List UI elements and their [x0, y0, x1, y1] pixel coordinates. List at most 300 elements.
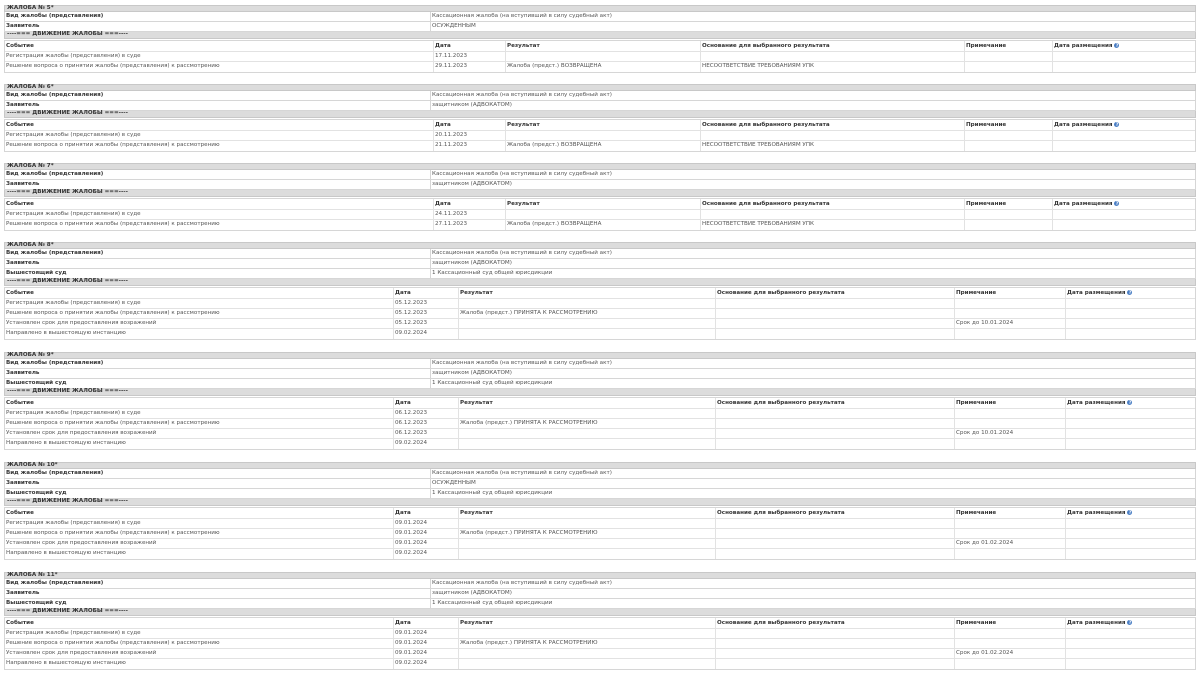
col-note-label: Примечание — [956, 510, 997, 516]
movement-header: ----=== ДВИЖЕНИЕ ЖАЛОБЫ ===---- — [4, 32, 1196, 39]
applicant-value: ОСУЖДЕННЫМ — [430, 22, 1195, 31]
col-posted-header — [1053, 199, 1195, 209]
col-event-label: Событие — [6, 400, 34, 406]
cell-result — [459, 409, 716, 418]
table-row — [5, 429, 1195, 439]
cell-event: Регистрация жалобы (представления) в суде — [5, 409, 394, 418]
events-table — [4, 287, 1196, 340]
col-posted-label: Дата размещения — [1067, 290, 1126, 296]
cell-result — [459, 659, 716, 669]
cell-basis — [716, 329, 955, 339]
cell-date: 09.02.2024 — [394, 549, 459, 559]
higher-court-row — [4, 489, 1196, 499]
cell-note — [955, 529, 1066, 538]
cell-basis — [716, 539, 955, 548]
cell-basis — [716, 519, 955, 528]
complaint-type-row — [4, 91, 1196, 101]
cell-basis — [716, 309, 955, 318]
cell-note — [965, 52, 1053, 61]
col-result-header — [506, 120, 701, 130]
col-event-header — [5, 508, 394, 518]
complaint-title: ЖАЛОБА № 6* — [4, 84, 1196, 91]
events-table — [4, 119, 1196, 152]
cell-note: Срок до 01.02.2024 — [955, 539, 1066, 548]
cell-basis — [716, 319, 955, 328]
higher-court-value: 1 Кассационный суд общей юрисдикции — [430, 599, 1195, 608]
col-event-header — [5, 120, 434, 130]
cell-basis — [716, 439, 955, 449]
cell-event: Направлено в вышестоящую инстанцию — [5, 549, 394, 559]
applicant-value: защитником (АДВОКАТОМ) — [430, 101, 1195, 110]
cell-result — [459, 319, 716, 328]
cell-result — [459, 439, 716, 449]
col-basis-label: Основание для выбранного результата — [717, 400, 845, 406]
table-row — [5, 220, 1195, 230]
col-event-label: Событие — [6, 43, 34, 49]
col-basis-header — [716, 398, 955, 408]
movement-header: ----=== ДВИЖЕНИЕ ЖАЛОБЫ ===---- — [4, 190, 1196, 197]
cell-note — [955, 409, 1066, 418]
cell-posted — [1053, 141, 1195, 151]
col-note-header — [965, 120, 1053, 130]
col-posted-header — [1066, 618, 1195, 628]
help-icon[interactable]: ? — [1115, 122, 1119, 127]
cell-result: Жалоба (предст.) ВОЗВРАЩЕНА — [506, 62, 701, 72]
col-note-header — [955, 288, 1066, 298]
cell-date: 29.11.2023 — [434, 62, 506, 72]
col-basis-header — [701, 120, 965, 130]
complaint-type-label: Вид жалобы (представления) — [6, 470, 104, 476]
col-basis-header — [716, 618, 955, 628]
cell-date: 17.11.2023 — [434, 52, 506, 61]
col-event-header — [5, 398, 394, 408]
cell-date: 09.01.2024 — [394, 629, 459, 638]
cell-note — [955, 309, 1066, 318]
movement-header: ----=== ДВИЖЕНИЕ ЖАЛОБЫ ===---- — [4, 609, 1196, 616]
cell-basis — [716, 429, 955, 438]
cell-posted — [1053, 52, 1195, 61]
table-row — [5, 409, 1195, 419]
cell-result — [506, 210, 701, 219]
events-table-header — [5, 120, 1195, 131]
events-table-header — [5, 398, 1195, 409]
table-row — [5, 62, 1195, 72]
cell-basis: НЕСООТВЕТСТВИЕ ТРЕБОВАНИЯМ УПК — [701, 141, 965, 151]
col-posted-label: Дата размещения — [1067, 620, 1126, 626]
complaint-type-label: Вид жалобы (представления) — [6, 92, 104, 98]
complaint-block — [4, 84, 1196, 152]
table-row — [5, 439, 1195, 449]
table-row — [5, 52, 1195, 62]
col-note-header — [955, 398, 1066, 408]
cell-result — [506, 52, 701, 61]
table-row — [5, 419, 1195, 429]
cell-event: Решение вопроса о принятии жалобы (представления) к рассмотрению — [5, 419, 394, 428]
table-row — [5, 299, 1195, 309]
movement-header: ----=== ДВИЖЕНИЕ ЖАЛОБЫ ===---- — [4, 111, 1196, 118]
cell-note — [965, 141, 1053, 151]
cell-posted — [1066, 659, 1195, 669]
col-posted-label: Дата размещения — [1054, 43, 1113, 49]
cell-result — [459, 299, 716, 308]
col-date-label: Дата — [395, 510, 411, 516]
cell-posted — [1066, 629, 1195, 638]
complaint-block — [4, 352, 1196, 450]
cell-basis: НЕСООТВЕТСТВИЕ ТРЕБОВАНИЯМ УПК — [701, 62, 965, 72]
col-event-label: Событие — [6, 620, 34, 626]
col-basis-label: Основание для выбранного результата — [717, 620, 845, 626]
cell-posted — [1066, 409, 1195, 418]
cell-note — [955, 439, 1066, 449]
col-note-label: Примечание — [956, 400, 997, 406]
events-table — [4, 198, 1196, 231]
complaint-type-value: Кассационная жалоба (на вступивший в силу судебный акт) — [430, 359, 1195, 368]
col-date-header — [394, 288, 459, 298]
cell-basis — [701, 131, 965, 140]
table-row — [5, 629, 1195, 639]
higher-court-label: Вышестоящий суд — [6, 490, 67, 496]
col-result-label: Результат — [460, 510, 493, 516]
col-result-header — [459, 618, 716, 628]
complaint-type-value: Кассационная жалоба (на вступивший в силу судебный акт) — [430, 91, 1195, 100]
col-basis-header — [716, 508, 955, 518]
cell-date: 06.12.2023 — [394, 409, 459, 418]
applicant-row — [4, 589, 1196, 599]
cell-event: Решение вопроса о принятии жалобы (представления) к рассмотрению — [5, 529, 394, 538]
cell-posted — [1066, 419, 1195, 428]
higher-court-row — [4, 269, 1196, 279]
events-table-header — [5, 288, 1195, 299]
events-table — [4, 40, 1196, 73]
cell-event: Решение вопроса о принятии жалобы (представления) к рассмотрению — [5, 62, 434, 72]
cell-posted — [1066, 529, 1195, 538]
cell-note — [955, 299, 1066, 308]
col-result-header — [459, 288, 716, 298]
table-row — [5, 529, 1195, 539]
cell-result: Жалоба (предст.) ПРИНЯТА К РАССМОТРЕНИЮ — [459, 639, 716, 648]
complaint-type-label: Вид жалобы (представления) — [6, 171, 104, 177]
events-table-header — [5, 508, 1195, 519]
cell-date: 21.11.2023 — [434, 141, 506, 151]
col-event-header — [5, 288, 394, 298]
movement-header: ----=== ДВИЖЕНИЕ ЖАЛОБЫ ===---- — [4, 499, 1196, 506]
cell-event: Решение вопроса о принятии жалобы (представления) к рассмотрению — [5, 639, 394, 648]
cell-date: 09.02.2024 — [394, 659, 459, 669]
complaint-type-row — [4, 249, 1196, 259]
col-result-label: Результат — [507, 43, 540, 49]
col-date-label: Дата — [395, 290, 411, 296]
col-basis-label: Основание для выбранного результата — [702, 122, 830, 128]
applicant-value: защитником (АДВОКАТОМ) — [430, 180, 1195, 189]
col-posted-label: Дата размещения — [1067, 400, 1126, 406]
cell-posted — [1066, 329, 1195, 339]
cell-note — [965, 210, 1053, 219]
cell-result: Жалоба (предст.) ВОЗВРАЩЕНА — [506, 220, 701, 230]
table-row — [5, 549, 1195, 559]
help-icon[interactable]: ? — [1128, 510, 1132, 515]
cell-result: Жалоба (предст.) ПРИНЯТА К РАССМОТРЕНИЮ — [459, 419, 716, 428]
applicant-row — [4, 369, 1196, 379]
applicant-value: защитником (АДВОКАТОМ) — [430, 369, 1195, 378]
applicant-label: Заявитель — [6, 590, 40, 596]
table-row — [5, 329, 1195, 339]
cell-note — [965, 220, 1053, 230]
applicant-value: защитником (АДВОКАТОМ) — [430, 589, 1195, 598]
col-event-label: Событие — [6, 510, 34, 516]
cell-basis: НЕСООТВЕТСТВИЕ ТРЕБОВАНИЯМ УПК — [701, 220, 965, 230]
higher-court-label: Вышестоящий суд — [6, 600, 67, 606]
cell-date: 09.01.2024 — [394, 519, 459, 528]
complaint-type-label: Вид жалобы (представления) — [6, 13, 104, 19]
cell-note — [965, 131, 1053, 140]
cell-note — [965, 62, 1053, 72]
cell-event: Направлено в вышестоящую инстанцию — [5, 329, 394, 339]
complaint-title: ЖАЛОБА № 8* — [4, 242, 1196, 249]
cell-result — [459, 329, 716, 339]
col-date-header — [434, 199, 506, 209]
applicant-row — [4, 180, 1196, 190]
col-posted-label: Дата размещения — [1054, 201, 1113, 207]
complaint-block — [4, 242, 1196, 340]
cell-date: 06.12.2023 — [394, 419, 459, 428]
cell-posted — [1053, 131, 1195, 140]
col-posted-header — [1066, 508, 1195, 518]
col-event-label: Событие — [6, 201, 34, 207]
cell-date: 06.12.2023 — [394, 429, 459, 438]
col-posted-header — [1066, 398, 1195, 408]
cell-result — [506, 131, 701, 140]
help-icon[interactable]: ? — [1128, 620, 1132, 625]
cell-event: Регистрация жалобы (представления) в суде — [5, 629, 394, 638]
applicant-label: Заявитель — [6, 260, 40, 266]
table-row — [5, 639, 1195, 649]
col-date-header — [434, 41, 506, 51]
higher-court-row — [4, 379, 1196, 389]
col-basis-header — [716, 288, 955, 298]
events-table — [4, 397, 1196, 450]
applicant-row — [4, 22, 1196, 32]
cell-event: Установлен срок для предоставления возражений — [5, 429, 394, 438]
complaint-type-row — [4, 170, 1196, 180]
cell-result — [459, 629, 716, 638]
cell-note: Срок до 10.01.2024 — [955, 429, 1066, 438]
col-date-label: Дата — [395, 400, 411, 406]
col-posted-header — [1066, 288, 1195, 298]
complaint-type-row — [4, 469, 1196, 479]
complaint-title: ЖАЛОБА № 10* — [4, 462, 1196, 469]
cell-basis — [701, 52, 965, 61]
cell-event: Регистрация жалобы (представления) в суде — [5, 299, 394, 308]
complaint-type-row — [4, 579, 1196, 589]
col-date-header — [434, 120, 506, 130]
col-note-label: Примечание — [956, 290, 997, 296]
cell-note: Срок до 01.02.2024 — [955, 649, 1066, 658]
cell-basis — [716, 649, 955, 658]
col-basis-label: Основание для выбранного результата — [717, 290, 845, 296]
cell-event: Направлено в вышестоящую инстанцию — [5, 439, 394, 449]
help-icon[interactable]: ? — [1115, 43, 1119, 48]
events-table — [4, 507, 1196, 560]
cell-result — [459, 429, 716, 438]
complaint-type-label: Вид жалобы (представления) — [6, 360, 104, 366]
col-note-header — [955, 618, 1066, 628]
cell-event: Установлен срок для предоставления возражений — [5, 649, 394, 658]
cell-result: Жалоба (предст.) ВОЗВРАЩЕНА — [506, 141, 701, 151]
cell-result: Жалоба (предст.) ПРИНЯТА К РАССМОТРЕНИЮ — [459, 309, 716, 318]
complaint-type-label: Вид жалобы (представления) — [6, 580, 104, 586]
cell-date: 05.12.2023 — [394, 299, 459, 308]
complaint-block — [4, 572, 1196, 670]
cell-note — [955, 639, 1066, 648]
cell-note — [955, 519, 1066, 528]
col-event-header — [5, 41, 434, 51]
complaint-block — [4, 5, 1196, 73]
col-date-label: Дата — [435, 201, 451, 207]
col-basis-label: Основание для выбранного результата — [702, 201, 830, 207]
cell-posted — [1066, 299, 1195, 308]
table-row — [5, 141, 1195, 151]
col-result-label: Результат — [460, 620, 493, 626]
complaint-type-value: Кассационная жалоба (на вступивший в силу судебный акт) — [430, 12, 1195, 21]
col-result-header — [506, 199, 701, 209]
higher-court-row — [4, 599, 1196, 609]
col-basis-label: Основание для выбранного результата — [702, 43, 830, 49]
col-date-header — [394, 508, 459, 518]
cell-date: 09.01.2024 — [394, 649, 459, 658]
cell-date: 27.11.2023 — [434, 220, 506, 230]
col-note-label: Примечание — [966, 43, 1007, 49]
complaint-block — [4, 163, 1196, 231]
cell-basis — [716, 409, 955, 418]
col-result-label: Результат — [460, 400, 493, 406]
complaint-title: ЖАЛОБА № 7* — [4, 163, 1196, 170]
table-row — [5, 131, 1195, 141]
movement-header: ----=== ДВИЖЕНИЕ ЖАЛОБЫ ===---- — [4, 279, 1196, 286]
col-date-header — [394, 398, 459, 408]
col-result-header — [459, 398, 716, 408]
complaint-block — [4, 462, 1196, 560]
help-icon[interactable]: ? — [1128, 400, 1132, 405]
table-row — [5, 539, 1195, 549]
cell-posted — [1066, 539, 1195, 548]
col-basis-header — [701, 199, 965, 209]
cell-posted — [1053, 210, 1195, 219]
cell-basis — [716, 419, 955, 428]
complaint-title: ЖАЛОБА № 11* — [4, 572, 1196, 579]
col-result-header — [459, 508, 716, 518]
cell-basis — [716, 299, 955, 308]
applicant-label: Заявитель — [6, 370, 40, 376]
complaint-title: ЖАЛОБА № 5* — [4, 5, 1196, 12]
help-icon[interactable]: ? — [1115, 201, 1119, 206]
cell-event: Установлен срок для предоставления возражений — [5, 539, 394, 548]
cell-event: Регистрация жалобы (представления) в суде — [5, 210, 434, 219]
help-icon[interactable]: ? — [1128, 290, 1132, 295]
cell-date: 05.12.2023 — [394, 309, 459, 318]
col-basis-label: Основание для выбранного результата — [717, 510, 845, 516]
applicant-value: ОСУЖДЕННЫМ — [430, 479, 1195, 488]
table-row — [5, 659, 1195, 669]
table-row — [5, 319, 1195, 329]
cell-event: Решение вопроса о принятии жалобы (представления) к рассмотрению — [5, 220, 434, 230]
applicant-label: Заявитель — [6, 23, 40, 29]
cell-date: 24.11.2023 — [434, 210, 506, 219]
applicant-row — [4, 479, 1196, 489]
events-table — [4, 617, 1196, 670]
cell-date: 09.01.2024 — [394, 639, 459, 648]
cell-posted — [1053, 62, 1195, 72]
cell-note — [955, 629, 1066, 638]
cell-event: Установлен срок для предоставления возражений — [5, 319, 394, 328]
col-date-label: Дата — [395, 620, 411, 626]
cell-event: Решение вопроса о принятии жалобы (представления) к рассмотрению — [5, 141, 434, 151]
col-note-header — [965, 199, 1053, 209]
cell-posted — [1066, 429, 1195, 438]
col-date-label: Дата — [435, 43, 451, 49]
col-event-label: Событие — [6, 122, 34, 128]
cell-result — [459, 539, 716, 548]
col-posted-header — [1053, 41, 1195, 51]
col-date-label: Дата — [435, 122, 451, 128]
cell-posted — [1066, 439, 1195, 449]
cell-basis — [716, 529, 955, 538]
higher-court-value: 1 Кассационный суд общей юрисдикции — [430, 489, 1195, 498]
cell-note — [955, 659, 1066, 669]
table-row — [5, 519, 1195, 529]
complaint-type-row — [4, 12, 1196, 22]
applicant-row — [4, 101, 1196, 111]
applicant-label: Заявитель — [6, 102, 40, 108]
cell-result — [459, 519, 716, 528]
col-event-header — [5, 199, 434, 209]
col-note-label: Примечание — [956, 620, 997, 626]
col-result-label: Результат — [507, 122, 540, 128]
applicant-label: Заявитель — [6, 181, 40, 187]
higher-court-value: 1 Кассационный суд общей юрисдикции — [430, 269, 1195, 278]
applicant-label: Заявитель — [6, 480, 40, 486]
cell-posted — [1066, 639, 1195, 648]
cell-posted — [1066, 649, 1195, 658]
col-result-header — [506, 41, 701, 51]
cell-event: Регистрация жалобы (представления) в суде — [5, 131, 434, 140]
cell-posted — [1066, 319, 1195, 328]
applicant-value: защитником (АДВОКАТОМ) — [430, 259, 1195, 268]
cell-date: 09.02.2024 — [394, 329, 459, 339]
cell-note — [955, 329, 1066, 339]
cell-note — [955, 549, 1066, 559]
col-note-label: Примечание — [966, 201, 1007, 207]
cell-event: Регистрация жалобы (представления) в суде — [5, 519, 394, 528]
cell-date: 09.02.2024 — [394, 439, 459, 449]
cell-result — [459, 549, 716, 559]
cell-basis — [716, 639, 955, 648]
events-table-header — [5, 41, 1195, 52]
complaint-type-value: Кассационная жалоба (на вступивший в силу судебный акт) — [430, 249, 1195, 258]
complaint-type-value: Кассационная жалоба (на вступивший в силу судебный акт) — [430, 469, 1195, 478]
col-event-header — [5, 618, 394, 628]
higher-court-label: Вышестоящий суд — [6, 270, 67, 276]
cell-date: 05.12.2023 — [394, 319, 459, 328]
table-row — [5, 649, 1195, 659]
cell-date: 20.11.2023 — [434, 131, 506, 140]
cell-posted — [1066, 519, 1195, 528]
table-row — [5, 210, 1195, 220]
col-posted-label: Дата размещения — [1067, 510, 1126, 516]
cell-note: Срок до 10.01.2024 — [955, 319, 1066, 328]
cell-date: 09.01.2024 — [394, 529, 459, 538]
cell-posted — [1066, 309, 1195, 318]
complaint-type-value: Кассационная жалоба (на вступивший в силу судебный акт) — [430, 170, 1195, 179]
